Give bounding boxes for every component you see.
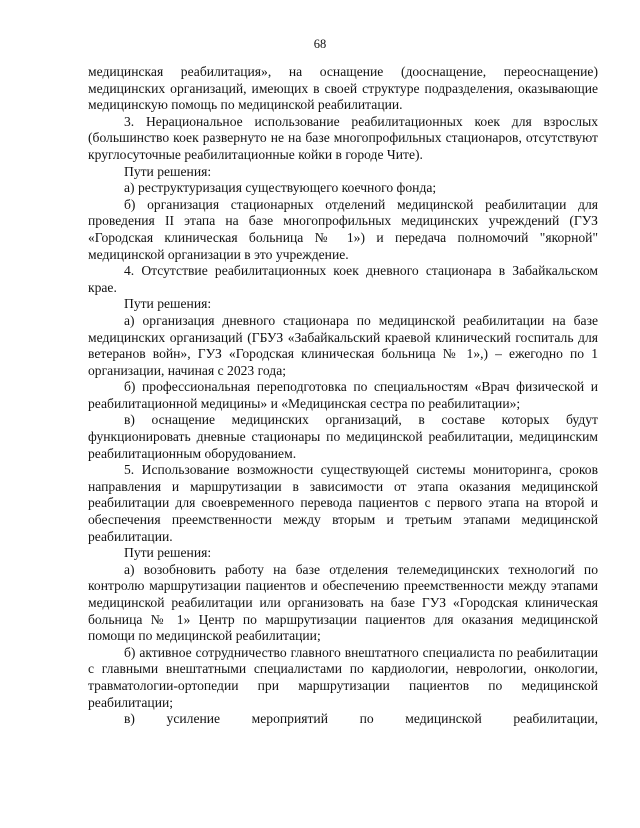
paragraph-item-5: 5. Использование возможности существующей системы мониторинга, сроков направления и маршрутизации в зависимости от этапа оказания медицинской реабилитации для своевременного перевода пациентов с первого этапа на второй и обеспечения преемственности между вторым и третьим этапами медицинской реабилитации. — [88, 462, 598, 544]
paragraph-solutions-heading: Пути решения: — [124, 545, 212, 561]
paragraph-solution: б) активное сотрудничество главного внештатного специалиста по реабилитации с главными внештатными специалистами по кардиологии, неврологии, онкологии, травматологии-ортопедии при маршрутизации пациентов по медицинской реабилитации; — [88, 644, 598, 710]
paragraph-solutions-heading: Пути решения: — [124, 163, 212, 179]
paragraph-solution: б) профессиональная переподготовка по специальностям «Врач физической и реабилитационной медицины» и «Медицинская сестра по реабилитации»; — [88, 379, 598, 411]
paragraph-item-4: 4. Отсутствие реабилитационных коек дневного стационара в Забайкальском крае. — [88, 263, 598, 295]
page-number: 68 — [313, 37, 327, 51]
paragraph-continuation: медицинская реабилитация», на оснащение (дооснащение, переоснащение) медицинских организаций, имеющих в своей структуре подразделения, оказывающие медицинскую помощь по медицинской реабилитации. — [88, 64, 598, 113]
paragraph-solution: а) организация дневного стационара по медицинской реабилитации на базе медицинских организаций (ГБУЗ «Забайкальский краевой клинический госпиталь для ветеранов войн», ГУЗ «Городская клиническая больница № 1»,) – ежегодно по 1 организации, начиная с 2023 года; — [88, 312, 598, 378]
paragraph-solution: в) оснащение медицинских организаций, в составе которых будут функционировать дневные стационары по медицинской реабилитации, медицинским реабилитационным оборудованием. — [88, 412, 598, 461]
document-body — [88, 64, 598, 728]
paragraph-item-3: 3. Нерациональное использование реабилитационных коек для взрослых (большинство коек развернуто не на базе многопрофильных стационаров, отсутствуют круглосуточные реабилитационные койки в городе Чите). — [88, 113, 598, 162]
paragraph-solution: б) организация стационарных отделений медицинской реабилитации для проведения II этапа на базе многопрофильных медицинских учреждений (ГУЗ «Городская клиническая больница № 1») и передача полномочий "якорной" медицинской организации в это учреждение. — [88, 196, 598, 262]
paragraph-solution: в) усиление мероприятий по медицинской реабилитации, — [124, 711, 598, 727]
paragraph-solution: а) реструктуризация существующего коечного фонда; — [124, 180, 437, 196]
paragraph-solutions-heading: Пути решения: — [124, 296, 212, 312]
paragraph-solution: а) возобновить работу на базе отделения телемедицинских технологий по контролю маршрутизации пациентов и обеспечению преемственности между этапами медицинской реабилитации или организовать на базе ГУЗ «Городская клиническая больница № 1» Центр по маршрутизации пациентов для оказания медицинской помощи по медицинской реабилитации; — [88, 561, 598, 644]
